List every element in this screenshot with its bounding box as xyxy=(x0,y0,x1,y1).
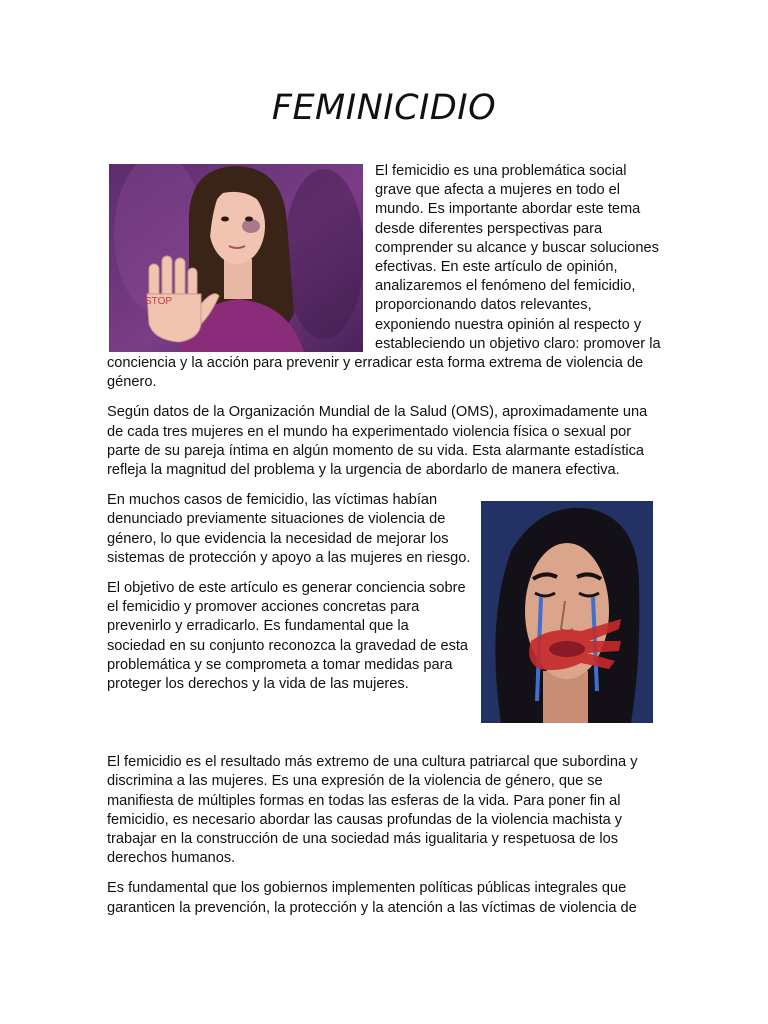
page-title: FEMINICIDIO xyxy=(271,88,497,128)
stop-sign-text: STOP xyxy=(145,296,173,307)
article-body xyxy=(107,162,663,929)
painting-woman-crying xyxy=(481,501,653,723)
paragraph-denuncias: En muchos casos de femicidio, las víctimas habían denunciado previamente situaciones de violencia de género, lo que evidencia la necesidad de mejorar los sistemas de protección y apoyo a las mujeres en riesgo. xyxy=(107,492,471,566)
paragraph-gobiernos: Es fundamental que los gobiernos implementen políticas públicas integrales que garanticen la prevención, la protección y la atención a las víctimas de violencia de xyxy=(107,880,637,916)
paragraph-intro: El femicidio es una problemática social grave que afecta a mujeres en todo el mundo. Es importante abordar este tema desde diferentes perspectivas para comprender su alcance y buscar soluciones efectivas. En este artículo de opinión, analizaremos el fenómeno del femicidio, proporcionando datos relevantes, exponiendo nuestra opinión al respecto y estableciendo un objetivo claro: promover la conciencia y la acción para prevenir y erradicar esta forma extrema de violencia de género. xyxy=(107,163,661,391)
paragraph-oms: Según datos de la Organización Mundial de la Salud (OMS), aproximadamente una de cada tres mujeres en el mundo ha experimentado violencia física o sexual por parte de su pareja íntima en algún momento de su vida. Esta alarmante estadística refleja la magnitud del problema y la urgencia de abordarlo de manera efectiva. xyxy=(107,404,648,479)
paragraph-cultura-patriarcal: El femicidio es el resultado más extremo de una cultura patriarcal que subordina y discrimina a las mujeres. Es una expresión de la violencia de género, que se manifiesta de múltiples formas en todas las esferas de la vida. Para poner fin al femicidio, es necesario abordar las causas profundas de la violencia machista y trabajar en la construcción de una sociedad más igualitaria y respetuosa de los derechos humanos. xyxy=(107,754,638,867)
paragraph-objetivo: El objetivo de este artículo es generar conciencia sobre el femicidio y promover acciones concretas para prevenirlo y erradicarlo. Es fundamental que la sociedad en su conjunto reconozca la gravedad de esta problemática y se comprometa a tomar medidas para proteger los derechos y la vida de las mujeres. xyxy=(107,580,469,693)
illustration-stop-hand xyxy=(109,164,363,352)
